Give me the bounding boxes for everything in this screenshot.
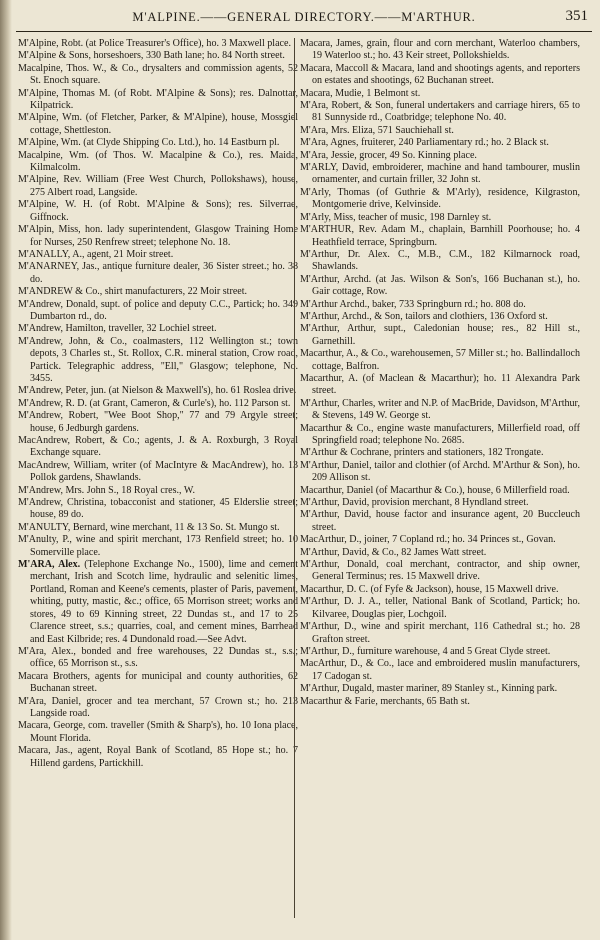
directory-entry: M'Andrew, Christina, tobacconist and stationer, 45 Elderslie street; house, 89 do. [18, 497, 298, 521]
directory-entry: M'Arthur, D., wine and spirit merchant, 116 Cathedral st.; ho. 28 Grafton street. [300, 621, 580, 645]
directory-entry: M'Arly, Miss, teacher of music, 198 Darnley st. [300, 211, 492, 223]
directory-entry: M'Arthur, Archd. (at Jas. Wilson & Son's, 166 Buchanan st.), ho. Gair cottage, Row. [300, 273, 580, 298]
directory-entry: MacArthur, D., & Co., lace and embroidered muslin manufacturers, 17 Cadogan st. [300, 658, 580, 682]
directory-entry: Macara, Jas., agent, Royal Bank of Scotland, 85 Hope st.; ho. 7 Hillend gardens, Partickhill. [18, 745, 298, 769]
directory-entry: M'Ara, Mrs. Eliza, 571 Sauchiehall st. [300, 124, 454, 136]
directory-entry: Macara, George, com. traveller (Smith & Sharp's), ho. 10 Iona place, Mount Florida. [18, 720, 298, 744]
entry-heading: M'ARA, Alex. [18, 559, 81, 571]
directory-entry: Macara, James, grain, flour and corn merchant, Waterloo chambers, 19 Waterloo st.; ho. 43 Keir street, Pollokshields. [300, 38, 580, 62]
directory-entry: Macara Brothers, agents for municipal and county authorities, 62 Buchanan street. [18, 670, 298, 695]
directory-entry: M'Andrew, Hamilton, traveller, 32 Lochiel street. [18, 323, 217, 335]
directory-entry: M'ANDREW & Co., shirt manufacturers, 22 Moir street. [18, 286, 248, 298]
directory-entry: M'Andrew, Robert, "Wee Boot Shop," 77 and 79 Argyle street; house, 6 Jedburgh gardens. [18, 410, 298, 434]
directory-entry: Macalpine, Wm. (of Thos. W. Macalpine & Co.), res. Maida, Kilmalcolm. [18, 149, 298, 174]
directory-entry: M'ANALLY, A., agent, 21 Moir street. [18, 248, 174, 260]
directory-entry: M'Alpine, Wm. (of Fletcher, Parker, & M'Alpine), house, Mossgiel cottage, Shettleston. [18, 112, 298, 136]
directory-entry: Macarthur, A., & Co., warehousemen, 57 Miller st.; ho. Ballindalloch cottage, Balfron. [300, 348, 580, 372]
directory-entry: M'Arthur, Dr. Alex. C., M.B., C.M., 182 Kilmarnock road, Shawlands. [300, 248, 580, 273]
directory-entry: M'Alpine, Rev. William (Free West Church, Pollokshaws), house, 275 Albert road, Langside. [18, 174, 298, 198]
directory-entry: M'Andrew, Donald, supt. of police and deputy C.C., Partick; ho. 349 Dumbarton rd., do. [18, 298, 298, 322]
directory-entry: M'Alpine, Wm. (at Clyde Shipping Co. Ltd.), ho. 14 Eastburn pl. [18, 137, 280, 149]
header-rule [16, 31, 592, 32]
directory-entry: MacAndrew, Robert, & Co.; agents, J. & A. Roxburgh, 3 Royal Exchange square. [18, 435, 298, 459]
directory-entry: M'Alpine & Sons, horseshoers, 330 Bath lane; ho. 84 North street. [18, 50, 285, 62]
directory-entry: M'ARA, Alex. (Telephone Exchange No., 1500), lime and cement merchant, Irish and Scotch lime, hydraulic and selenitic limes, Portland, Roman and Keene's cements, plaster of Paris, pavement, whiting, putty, mastic, &c.; office, 65 Morrison street; works and stores, 49 to 69 Kinning street, 22 Dundas st., and 17 to 25 Clarence street, s.s.; quarries, coal, and cement mines, Barrhead and East Kilbride; res. 4 Dundonald road.—See Advt. [18, 559, 298, 645]
directory-entry: M'Ara, Robert, & Son, funeral undertakers and carriage hirers, 65 to 81 Sunnyside rd., Coatbridge; telephone No. 40. [300, 100, 580, 124]
directory-entry: M'Arthur, Dugald, master mariner, 89 Stanley st., Kinning park. [300, 683, 558, 695]
directory-entry: M'Arthur, Archd., & Son, tailors and clothiers, 136 Oxford st. [300, 310, 548, 322]
directory-entry: MacAndrew, William, writer (of MacIntyre & MacAndrew), ho. 13 Pollok gardens, Shawlands. [18, 459, 298, 484]
directory-entry: M'Andrew, R. D. (at Grant, Cameron, & Curle's), ho. 112 Parson st. [18, 397, 291, 409]
directory-entry: M'Arthur, David, provision merchant, 8 Hyndland street. [300, 497, 529, 509]
running-head: M'ALPINE.——GENERAL DIRECTORY.——M'ARTHUR. [132, 10, 476, 24]
left-column [18, 38, 298, 770]
directory-entry: M'Arthur, Charles, writer and N.P. of MacBride, Davidson, M'Arthur, & Stevens, 149 W. George st. [300, 397, 580, 422]
directory-entry: M'Andrew, Peter, jun. (at Nielson & Maxwell's), ho. 61 Roslea drive. [18, 385, 297, 397]
directory-entry: M'Alpine, W. H. (of Robt. M'Alpine & Sons); res. Silverrae, Giffnock. [18, 199, 298, 223]
directory-entry: M'Andrew, John, & Co., coalmasters, 112 Wellington st.; town depots, 3 Charles st., St. Rollox, C.R. mineral station, Crow road, Partick. Telegraphic address, "Ell," Glasgow; telephone, No. 3455. [18, 335, 298, 384]
directory-entry: M'Arthur, Arthur, supt., Caledonian house; res., 82 Hill st., Garnethill. [300, 323, 580, 347]
right-column [300, 38, 580, 708]
directory-entry: M'ARLY, David, embroiderer, machine and hand tambourer, muslin ornamenter, and curtain friller, 32 John st. [300, 162, 580, 186]
directory-entry: M'ANARNEY, Jas., antique furniture dealer, 36 Sister street.; ho. 38 do. [18, 261, 298, 285]
directory-entry: M'ARTHUR, Rev. Adam M., chaplain, Barnhill Poorhouse; ho. 4 Heathfield terrace, Springburn. [300, 224, 580, 248]
directory-entry: M'Ara, Agnes, fruiterer, 240 Parliamentary rd.; ho. 2 Black st. [300, 137, 549, 149]
page-number: 351 [565, 8, 588, 24]
directory-entry: M'Arthur, D., furniture warehouse, 4 and 5 Great Clyde street. [300, 645, 551, 657]
directory-entry: MacArthur, D., joiner, 7 Copland rd.; ho. 34 Princes st., Govan. [300, 534, 556, 546]
directory-entry: M'Arthur Archd., baker, 733 Springburn rd.; ho. 808 do. [300, 298, 526, 310]
directory-entry: M'Arthur, Daniel, tailor and clothier (of Archd. M'Arthur & Son), ho. 209 Allison st. [300, 459, 580, 484]
directory-entry: M'Arthur, David, house factor and insurance agent, 20 Buccleuch street. [300, 509, 580, 533]
directory-entry: Macarthur & Farie, merchants, 65 Bath st. [300, 695, 470, 707]
directory-entry: M'Arthur, Donald, coal merchant, contractor, and ship owner, General Terminus; res. 15 Maxwell drive. [300, 559, 580, 583]
directory-entry: M'Alpine, Thomas M. (of Robt. M'Alpine & Sons); res. Dalnottar, Kilpatrick. [18, 87, 298, 112]
directory-entry: Macara, Mudie, 1 Belmont st. [300, 87, 421, 99]
directory-entry: Macalpine, Thos. W., & Co., drysalters and commission agents, 52 St. Enoch square. [18, 62, 298, 87]
column-divider [294, 38, 295, 918]
directory-entry: M'ANULTY, Bernard, wine merchant, 11 & 13 So. St. Mungo st. [18, 521, 280, 533]
directory-entry: M'Arthur, D. J. A., teller, National Bank of Scotland, Partick; ho. Kilvaree, Douglas pier, Lochgoil. [300, 596, 580, 620]
directory-entry: M'Arly, Thomas (of Guthrie & M'Arly), residence, Kilgraston, Montgomerie drive, Kelvinside. [300, 186, 580, 211]
directory-entry: M'Arthur & Cochrane, printers and stationers, 182 Trongate. [300, 447, 544, 459]
directory-entry: Macarthur, A. (of Maclean & Macarthur); ho. 11 Alexandra Park street. [300, 372, 580, 397]
directory-entry: Macarthur & Co., engine waste manufacturers, Millerfield road, off Springfield road; telephone No. 2685. [300, 422, 580, 446]
directory-entry: M'Ara, Jessie, grocer, 49 So. Kinning place. [300, 149, 477, 161]
directory-entry: M'Ara, Alex., bonded and free warehouses, 22 Dundas st., s.s.; office, 65 Morrison st., s.s. [18, 645, 298, 670]
directory-entry: M'Alpine, Robt. (at Police Treasurer's Office), ho. 3 Maxwell place. [18, 38, 291, 49]
directory-entry: Macara, Maccoll & Macara, land and shootings agents, and reporters on estates and shootings, 62 Buchanan street. [300, 62, 580, 87]
page-header [20, 8, 588, 30]
directory-entry: Macarthur, Daniel (of Macarthur & Co.), house, 6 Millerfield road. [300, 484, 570, 496]
directory-entry: M'Andrew, Mrs. John S., 18 Royal cres., W. [18, 484, 195, 496]
directory-entry: M'Arthur, David, & Co., 82 James Watt street. [300, 546, 487, 558]
directory-entry: M'Anulty, P., wine and spirit merchant, 173 Renfield street; ho. 10 Somerville place. [18, 534, 298, 558]
directory-entry: Macarthur, D. C. (of Fyfe & Jackson), house, 15 Maxwell drive. [300, 583, 559, 595]
directory-entry: M'Alpin, Miss, hon. lady superintendent, Glasgow Training Home for Nurses, 250 Renfrew street; telephone No. 18. [18, 224, 298, 248]
directory-entry: M'Ara, Daniel, grocer and tea merchant, 57 Crown st.; ho. 213 Langside road. [18, 695, 298, 719]
binding-gutter [0, 0, 12, 940]
